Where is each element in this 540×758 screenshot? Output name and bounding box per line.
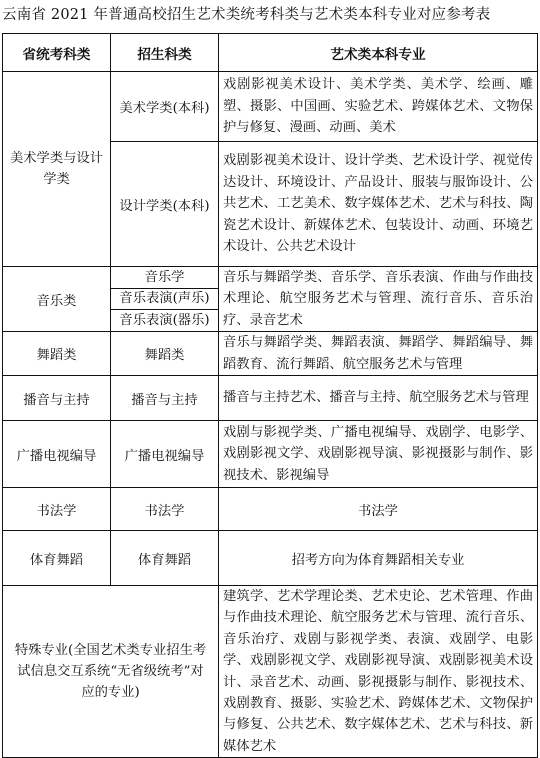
enroll-category-music-3: 音乐表演(器乐): [111, 310, 219, 332]
province-category-special: 特殊专业(全国艺术类专业招生考试信息交互系统“无省级统考”对应的专业): [3, 586, 219, 758]
table-row: [3, 421, 538, 488]
majors-calligraphy: 书法学: [219, 488, 538, 531]
majors-tv: 戏剧与影视学类、广播电视编导、戏剧学、电影学、戏剧影视文学、戏剧影视导演、影视摄影与制作、影视技术、影视编导: [219, 421, 538, 488]
table-row: [3, 531, 538, 586]
majors-dance: 音乐与舞蹈学类、舞蹈表演、舞蹈学、舞蹈编导、舞蹈教育、流行舞蹈、航空服务艺术与管理: [219, 332, 538, 376]
province-category-tv: 广播电视编导: [3, 421, 111, 488]
enroll-category-meishu: 美术学类(本科): [111, 72, 219, 142]
table-row: [3, 376, 538, 421]
correspondence-table: [2, 33, 538, 758]
table-header-row: [3, 34, 538, 72]
table-row: [3, 332, 538, 376]
province-category-broadcast: 播音与主持: [3, 376, 111, 421]
majors-special: 建筑学、艺术学理论类、艺术史论、艺术管理、作曲与作曲技术理论、航空服务艺术与管理、流行音乐、音乐治疗、戏剧与影视学类、表演、戏剧学、电影学、戏剧影视文学、戏剧影视导演、戏剧影视美术设计、录音艺术、动画、影视摄影与制作、影视技术、戏剧教育、摄影、实验艺术、跨媒体艺术、文物保护与修复、公共艺术、数字媒体艺术、艺术与科技、新媒体艺术: [219, 586, 538, 758]
majors-music: 音乐与舞蹈学类、音乐学、音乐表演、作曲与作曲技术理论、航空服务艺术与管理、流行音乐、音乐治疗、录音艺术: [219, 267, 538, 332]
table-row: [3, 488, 538, 531]
majors-sport-dance: 招考方向为体育舞蹈相关专业: [219, 531, 538, 586]
table-row: [3, 586, 538, 758]
province-category-dance: 舞蹈类: [3, 332, 111, 376]
province-category-fine-arts: 美术学类与设计学类: [3, 72, 111, 267]
table-row: [3, 267, 538, 289]
majors-sheji: 戏剧影视美术设计、设计学类、艺术设计学、视觉传达设计、环境设计、产品设计、服装与服饰设计、公共艺术、工艺美术、数字媒体艺术、艺术与科技、陶瓷艺术设计、新媒体艺术、包装设计、动画、环境艺术设计、公共艺术设计: [219, 142, 538, 267]
enroll-category-music-2: 音乐表演(声乐): [111, 288, 219, 310]
table-row: [3, 72, 538, 142]
province-category-calligraphy: 书法学: [3, 488, 111, 531]
enroll-category-music-1: 音乐学: [111, 267, 219, 289]
province-category-sport-dance: 体育舞蹈: [3, 531, 111, 586]
enroll-category-broadcast: 播音与主持: [111, 376, 219, 421]
enroll-category-calligraphy: 书法学: [111, 488, 219, 531]
enroll-category-dance: 舞蹈类: [111, 332, 219, 376]
enroll-category-sheji: 设计学类(本科): [111, 142, 219, 267]
majors-meishu: 戏剧影视美术设计、美术学类、美术学、绘画、雕塑、摄影、中国画、实验艺术、跨媒体艺术、文物保护与修复、漫画、动画、美术: [219, 72, 538, 142]
document-title: 云南省 2021 年普通高校招生艺术类统考科类与艺术类本科专业对应参考表: [2, 7, 491, 23]
province-category-music: 音乐类: [3, 267, 111, 332]
majors-broadcast: 播音与主持艺术、播音与主持、航空服务艺术与管理: [219, 376, 538, 421]
header-enroll-category: 招生科类: [111, 34, 219, 72]
enroll-category-sport-dance: 体育舞蹈: [111, 531, 219, 586]
enroll-category-tv: 广播电视编导: [111, 421, 219, 488]
header-province-category: 省统考科类: [3, 34, 111, 72]
header-art-majors: 艺术类本科专业: [219, 34, 538, 72]
